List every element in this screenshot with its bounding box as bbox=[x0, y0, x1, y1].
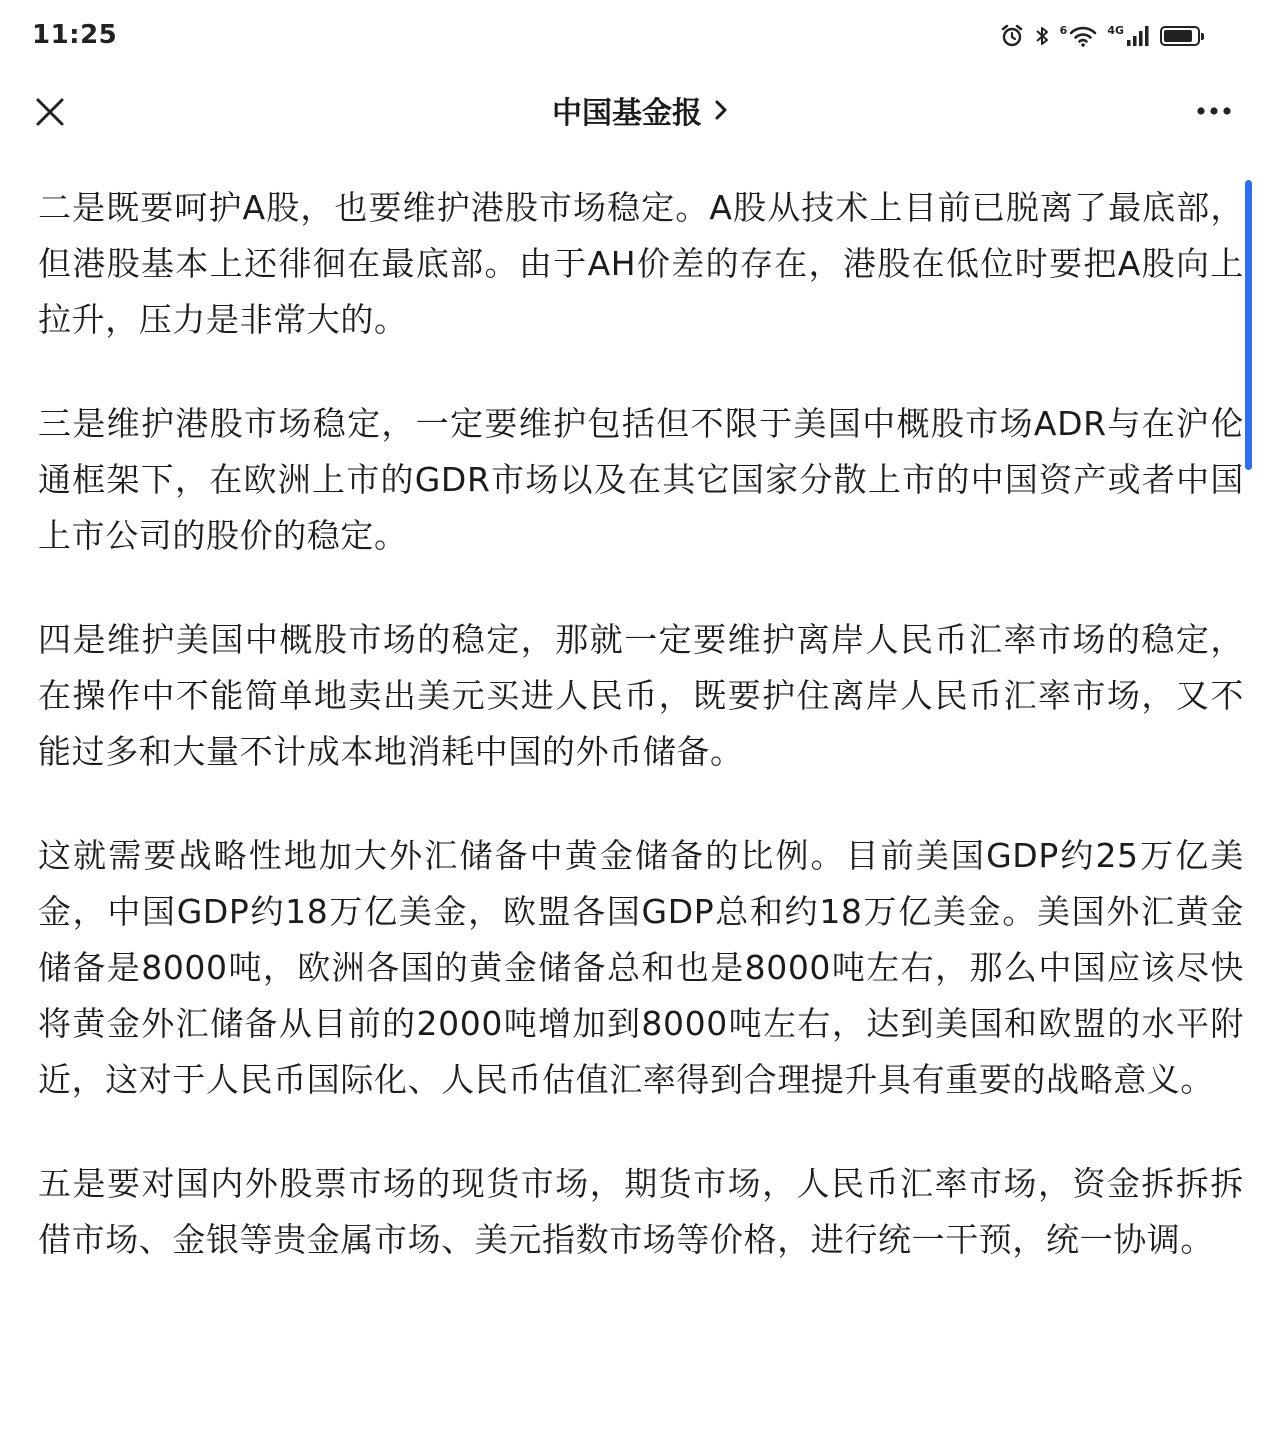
nav-bar bbox=[0, 70, 1280, 152]
alarm-icon bbox=[1000, 24, 1024, 48]
article-paragraph: 这就需要战略性地加大外汇储备中黄金储备的比例。目前美国GDP约25万亿美金，中国GDP约18万亿美金，欧盟各国GDP总和约18万亿美金。美国外汇黄金储备是8000吨，欧洲各国的黄金储备总和也是8000吨左右，那么中国应该尽快将黄金外汇储备从目前的2000吨增加到8000吨左右，达到美国和欧盟的水平附近，这对于人民币国际化、人民币估值汇率得到合理提升具有重要的战略意义。 bbox=[38, 836, 1244, 1099]
more-icon bbox=[1196, 96, 1232, 126]
battery-fill bbox=[1164, 30, 1192, 42]
chevron-right-icon bbox=[714, 98, 728, 122]
battery-icon bbox=[1160, 26, 1200, 46]
bluetooth-icon bbox=[1034, 24, 1050, 48]
article-paragraph: 三是维护港股市场稳定，一定要维护包括但不限于美国中概股市场ADR与在沪伦通框架下，在欧洲上市的GDR市场以及在其它国家分散上市的中国资产或者中国上市公司的股价的稳定。 bbox=[38, 404, 1244, 555]
network-label: 4G bbox=[1107, 24, 1124, 37]
page-title: 中国基金报 bbox=[552, 96, 702, 131]
more-button[interactable] bbox=[1196, 96, 1232, 126]
article-body bbox=[38, 180, 1244, 1316]
status-icons bbox=[1000, 20, 1200, 52]
article-paragraph: 五是要对国内外股票市场的现货市场，期货市场，人民币汇率市场，资金拆拆拆借市场、金银等贵金属市场、美元指数市场等价格，进行统一干预，统一协调。 bbox=[38, 1164, 1244, 1259]
scrollbar[interactable] bbox=[1245, 180, 1252, 470]
account-title-link[interactable] bbox=[552, 88, 728, 132]
article-paragraph: 二是既要呵护A股，也要维护港股市场稳定。A股从技术上目前已脱离了最底部，但港股基本上还徘徊在最底部。由于AH价差的存在，港股在低位时要把A股向上拉升，压力是非常大的。 bbox=[38, 188, 1244, 339]
status-time: 11:25 bbox=[32, 20, 118, 50]
nav-title-container bbox=[0, 88, 1280, 132]
wifi-label: 6 bbox=[1059, 24, 1068, 37]
signal-icon bbox=[1107, 25, 1150, 47]
battery-outline bbox=[1160, 26, 1200, 46]
wifi-icon bbox=[1060, 25, 1098, 47]
article-paragraph: 四是维护美国中概股市场的稳定，那就一定要维护离岸人民币汇率市场的稳定，在操作中不能简单地卖出美元买进人民币，既要护住离岸人民币汇率市场，又不能过多和大量不计成本地消耗中国的外币储备。 bbox=[38, 620, 1244, 771]
status-bar bbox=[0, 0, 1280, 70]
